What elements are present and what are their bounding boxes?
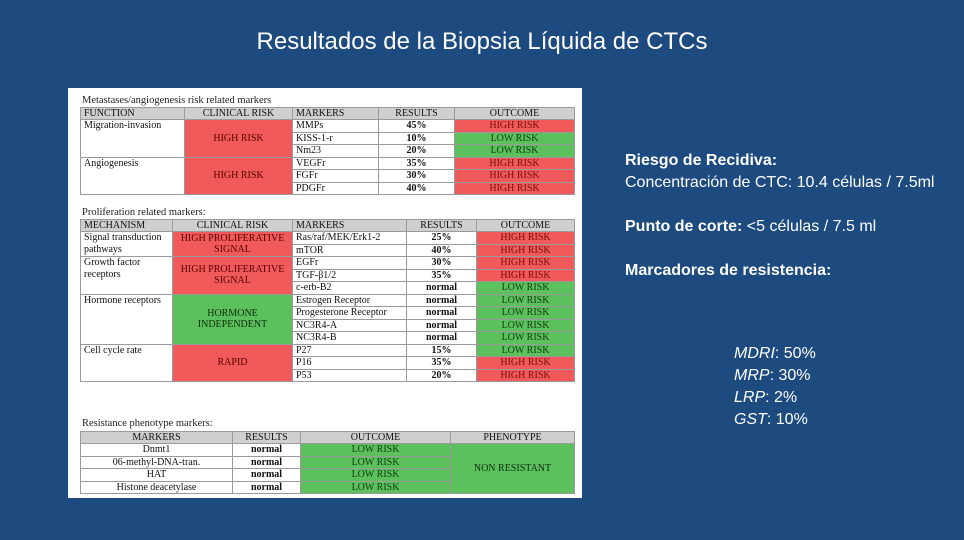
marker-cell: EGFr <box>293 257 407 270</box>
outcome-cell: HIGH RISK <box>455 182 575 195</box>
marker-cell: P53 <box>293 369 407 382</box>
result-cell: normal <box>407 282 477 295</box>
marker-cell: Histone deacetylase <box>81 481 233 494</box>
header-cell: MARKERS <box>81 432 233 444</box>
outcome-cell: HIGH RISK <box>455 170 575 183</box>
clinical-risk-cell: RAPID <box>173 344 293 382</box>
result-cell: 25% <box>407 232 477 245</box>
marker-cell: P27 <box>293 344 407 357</box>
marker-cell: HAT <box>81 469 233 482</box>
outcome-cell: LOW RISK <box>301 444 451 457</box>
header-cell: RESULTS <box>233 432 301 444</box>
outcome-cell: HIGH RISK <box>477 232 575 245</box>
marker-cell: Ras/raf/MEK/Erk1-2 <box>293 232 407 245</box>
header-cell: OUTCOME <box>455 108 575 120</box>
marker-item <box>734 409 816 431</box>
outcome-cell: LOW RISK <box>477 282 575 295</box>
marker-cell: c-erb-B2 <box>293 282 407 295</box>
marker-cell: Progesterone Receptor <box>293 307 407 320</box>
marker-cell: P16 <box>293 357 407 370</box>
header-cell: MECHANISM <box>81 220 173 232</box>
result-cell: normal <box>407 294 477 307</box>
result-cell: 10% <box>379 132 455 145</box>
outcome-cell: HIGH RISK <box>477 357 575 370</box>
function-cell: Migration-invasion <box>81 120 185 158</box>
header-cell: RESULTS <box>379 108 455 120</box>
result-cell: normal <box>233 456 301 469</box>
outcome-cell: LOW RISK <box>477 294 575 307</box>
marker-cell: Dnmt1 <box>81 444 233 457</box>
outcome-cell: LOW RISK <box>301 481 451 494</box>
result-cell: 35% <box>407 269 477 282</box>
outcome-cell: HIGH RISK <box>477 257 575 270</box>
result-cell: 20% <box>407 369 477 382</box>
marker-name: MDRI <box>734 345 775 362</box>
result-cell: normal <box>407 319 477 332</box>
clinical-risk-cell: HIGH RISK <box>185 120 293 158</box>
result-cell: 15% <box>407 344 477 357</box>
outcome-cell: LOW RISK <box>477 307 575 320</box>
riesgo-text: Concentración de CTC: 10.4 células / 7.5ml <box>625 174 935 191</box>
resistance-table <box>80 431 575 494</box>
header-cell: OUTCOME <box>301 432 451 444</box>
result-cell: 35% <box>379 157 455 170</box>
marker-cell: NC3R4-B <box>293 332 407 345</box>
marker-cell: 06-methyl-DNA-tran. <box>81 456 233 469</box>
marker-name: MRP <box>734 367 770 384</box>
header-cell: MARKERS <box>293 108 379 120</box>
result-cell: 35% <box>407 357 477 370</box>
clinical-risk-cell: HIGH PROLIFERATIVE SIGNAL <box>173 257 293 295</box>
result-cell: 20% <box>379 145 455 158</box>
marker-cell: Estrogen Receptor <box>293 294 407 307</box>
marker-value: : 2% <box>765 389 798 406</box>
marker-cell: NC3R4-A <box>293 319 407 332</box>
outcome-cell: HIGH RISK <box>455 157 575 170</box>
phenotype-cell: NON RESISTANT <box>451 444 575 494</box>
marker-name: GST <box>734 411 767 428</box>
outcome-cell: HIGH RISK <box>477 269 575 282</box>
outcome-cell: HIGH RISK <box>477 369 575 382</box>
marker-cell: KISS-1-r <box>293 132 379 145</box>
marker-cell: MMPs <box>293 120 379 133</box>
marker-item <box>734 343 816 365</box>
marker-value: : 50% <box>774 345 816 362</box>
result-cell: normal <box>407 307 477 320</box>
outcome-cell: LOW RISK <box>477 344 575 357</box>
outcome-cell: LOW RISK <box>455 132 575 145</box>
section-title-proliferation: Proliferation related markers: <box>82 207 206 218</box>
header-cell: PHENOTYPE <box>451 432 575 444</box>
clinical-risk-cell: HORMONE INDEPENDENT <box>173 294 293 344</box>
marker-item <box>734 365 816 387</box>
clinical-risk-cell: HIGH PROLIFERATIVE SIGNAL <box>173 232 293 257</box>
marker-item <box>734 387 816 409</box>
outcome-cell: HIGH RISK <box>477 244 575 257</box>
outcome-cell: HIGH RISK <box>455 120 575 133</box>
result-cell: 30% <box>407 257 477 270</box>
marker-cell: FGFr <box>293 170 379 183</box>
mechanism-cell: Cell cycle rate <box>81 344 173 382</box>
outcome-cell: LOW RISK <box>455 145 575 158</box>
result-cell: normal <box>233 444 301 457</box>
marker-cell: Nm23 <box>293 145 379 158</box>
marker-value: : 30% <box>769 367 811 384</box>
marker-name: LRP <box>734 389 766 406</box>
result-cell: normal <box>233 481 301 494</box>
resistance-markers-list <box>734 343 816 431</box>
marker-cell: TGF-β1/2 <box>293 269 407 282</box>
results-summary <box>625 150 955 282</box>
proliferation-table <box>80 219 575 382</box>
outcome-cell: LOW RISK <box>477 319 575 332</box>
metastases-table <box>80 107 575 195</box>
result-cell: 30% <box>379 170 455 183</box>
outcome-cell: LOW RISK <box>301 469 451 482</box>
result-cell: 40% <box>407 244 477 257</box>
marker-cell: mTOR <box>293 244 407 257</box>
marker-value: : 10% <box>766 411 808 428</box>
marker-cell: PDGFr <box>293 182 379 195</box>
mechanism-cell: Hormone receptors <box>81 294 173 344</box>
header-cell: RESULTS <box>407 220 477 232</box>
scanned-report <box>68 88 582 498</box>
corte-text: <5 células / 7.5 ml <box>746 218 877 235</box>
header-cell: CLINICAL RISK <box>185 108 293 120</box>
mechanism-cell: Signal transduction pathways <box>81 232 173 257</box>
outcome-cell: LOW RISK <box>477 332 575 345</box>
section-title-metastases: Metastases/angiogenesis risk related markers <box>82 95 272 106</box>
result-cell: 40% <box>379 182 455 195</box>
result-cell: normal <box>407 332 477 345</box>
section-title-resistance: Resistance phenotype markers: <box>82 418 213 429</box>
corte-label: Punto de corte: <box>625 218 743 235</box>
riesgo-label: Riesgo de Recidiva: <box>625 152 778 169</box>
marcadores-label: Marcadores de resistencia: <box>625 262 832 279</box>
header-cell: FUNCTION <box>81 108 185 120</box>
header-cell: OUTCOME <box>477 220 575 232</box>
header-cell: CLINICAL RISK <box>173 220 293 232</box>
clinical-risk-cell: HIGH RISK <box>185 157 293 195</box>
header-cell: MARKERS <box>293 220 407 232</box>
mechanism-cell: Growth factor receptors <box>81 257 173 295</box>
marker-cell: VEGFr <box>293 157 379 170</box>
result-cell: 45% <box>379 120 455 133</box>
slide-title: Resultados de la Biopsia Líquida de CTCs <box>256 28 708 55</box>
function-cell: Angiogenesis <box>81 157 185 195</box>
result-cell: normal <box>233 469 301 482</box>
outcome-cell: LOW RISK <box>301 456 451 469</box>
